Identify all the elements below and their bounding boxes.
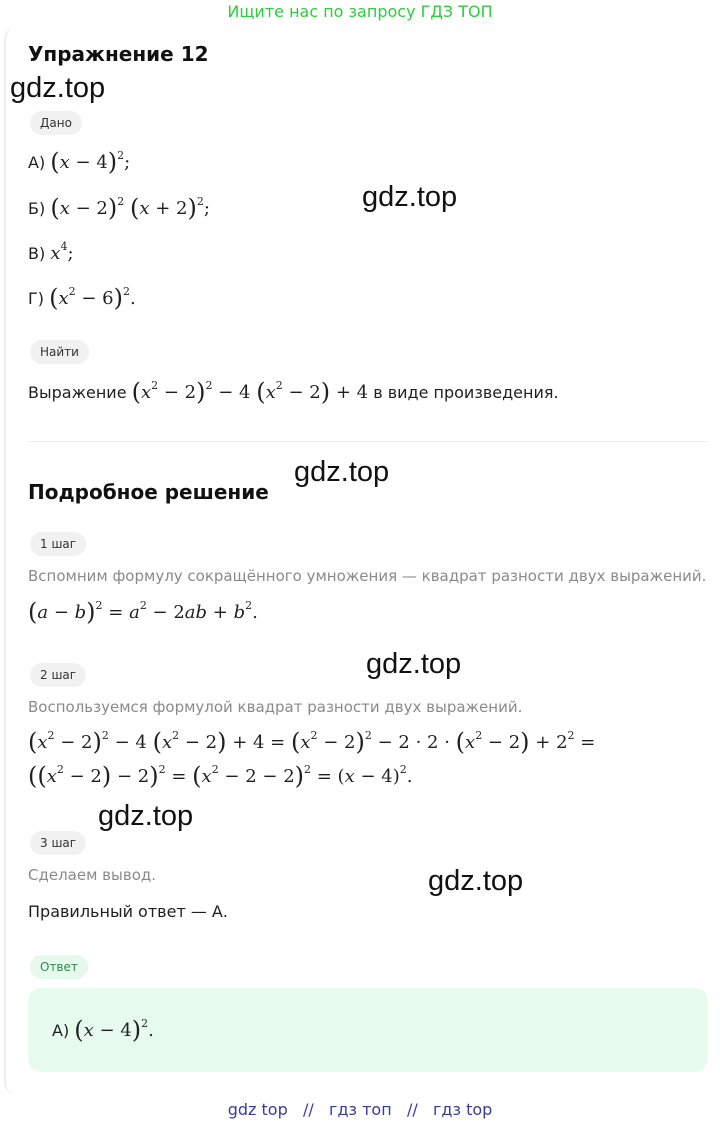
divider: [28, 441, 708, 442]
given-expr-c: $x^4$;: [50, 240, 74, 264]
given-expr-d: $(x^2 - 6)^2$.: [49, 284, 136, 312]
watermark: gdz.top: [362, 181, 458, 213]
watermark: gdz.top: [428, 865, 524, 897]
footer-links: [0, 1100, 720, 1119]
find-chip: Найти: [30, 340, 89, 364]
given-expr-b: $(x - 2)^2$ $(x + 2)^2$;: [50, 194, 210, 222]
step-3-conclusion: Правильный ответ — А.: [28, 902, 228, 921]
footer-separator: //: [406, 1100, 418, 1119]
footer-separator: //: [303, 1100, 314, 1119]
given-expr-a: $(x - 4)^2$;: [50, 148, 131, 176]
step-3-text: Сделаем вывод.: [28, 866, 157, 884]
step-1-text: Вспомним формулу сокращённого умножения — квадрат разности двух выражений.: [28, 567, 707, 585]
step-1-formula: $(a - b)^2 = a^2 - 2ab + b^2$.: [28, 598, 258, 626]
footer-link-3[interactable]: гдз top: [433, 1100, 493, 1119]
given-item-d: [28, 284, 136, 312]
find-prefix: Выражение: [28, 383, 127, 402]
given-chip: Дано: [30, 111, 82, 135]
watermark: gdz.top: [10, 72, 106, 104]
answer-chip: Ответ: [30, 955, 88, 979]
step-3-chip: 3 шаг: [30, 831, 86, 855]
find-expr: $(x^2 - 2)^2 - 4$ $(x^2 - 2) + 4$: [131, 378, 369, 406]
step-2-formula-line-1: $(x^2 - 2)^2 - 4$ $(x^2 - 2) + 4 = (x^2 - 2)^2 - 2 \cdot 2 \cdot (x^2 - 2) + 2^2$ =: [28, 728, 596, 756]
exercise-card: [4, 26, 718, 1096]
given-item-a: [28, 148, 130, 176]
top-banner: Ищите нас по запросу ГДЗ ТОП: [227, 2, 493, 21]
solution-title: Подробное решение: [28, 480, 269, 504]
given-item-c: [28, 242, 74, 264]
step-1-chip: 1 шаг: [30, 532, 86, 556]
step-2-formula-line-2: $((x^2 - 2) - 2)^2 = (x^2 - 2 - 2)^2 = (x - 4)^2$.: [28, 762, 413, 790]
answer-label: А): [52, 1021, 70, 1040]
given-label-a: А): [28, 153, 46, 172]
answer-expr: $(x - 4)^2$.: [74, 1016, 154, 1044]
footer-link-2[interactable]: гдз топ: [329, 1100, 392, 1119]
given-label-d: Г): [28, 289, 44, 308]
given-label-b: Б): [28, 199, 46, 218]
find-suffix: в виде произведения.: [373, 383, 559, 402]
given-item-b: [28, 194, 210, 222]
answer-text: [52, 1016, 154, 1044]
find-statement: [28, 378, 559, 406]
watermark: gdz.top: [366, 648, 462, 680]
exercise-title: Упражнение 12: [28, 42, 209, 66]
step-2-text: Воспользуемся формулой квадрат разности двух выражений.: [28, 698, 523, 716]
step-2-chip: 2 шаг: [30, 663, 86, 687]
footer-link-1[interactable]: gdz top: [227, 1100, 288, 1119]
given-label-c: В): [28, 244, 46, 263]
watermark: gdz.top: [98, 800, 194, 832]
watermark: gdz.top: [294, 456, 390, 488]
